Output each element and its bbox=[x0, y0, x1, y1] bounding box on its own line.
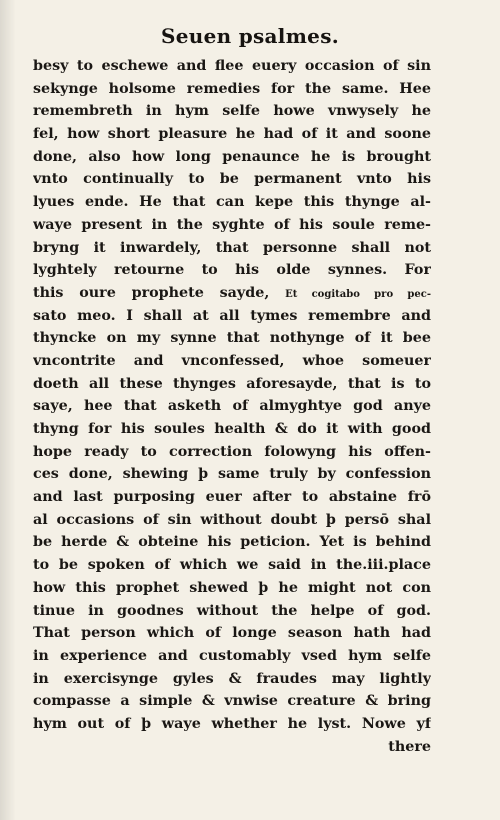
latin-quotation: Et cogitabo pro pec- bbox=[285, 288, 431, 300]
text-line: remembreth in hym selfe howe vnwysely he bbox=[33, 103, 431, 120]
text-line: compasse a simple & vnwise creature & bring bbox=[33, 693, 431, 710]
text-line: al occasions of sin without doubt þ persō shal bbox=[33, 511, 431, 528]
spine-shadow bbox=[0, 0, 16, 820]
text-line: lyghtely retourne to his olde synnes. For bbox=[33, 262, 431, 279]
text-line: sato meo. I shall at all tymes remembre and bbox=[33, 307, 431, 324]
text-line: in experience and customably vsed hym selfe bbox=[33, 647, 431, 664]
text-line: sekynge holsome remedies for the same. Hee bbox=[33, 80, 431, 97]
text-line-segment: this oure prophete sayde, bbox=[33, 284, 270, 301]
text-line: thyng for his soules health & do it with good bbox=[33, 421, 431, 437]
text-line: saye, hee that asketh of almyghtye god anye bbox=[33, 398, 431, 415]
running-head: Seuen psalmes. bbox=[160, 24, 340, 48]
text-line: lyues ende. He that can kepe this thynge al- bbox=[33, 194, 431, 211]
text-line: fel, how short pleasure he had of it and soone bbox=[33, 126, 431, 143]
text-line: doeth all these thynges aforesayde, that is to bbox=[33, 375, 431, 392]
text-line: vncontrite and vnconfessed, whoe someuer bbox=[33, 352, 431, 369]
text-line: be herde & obteine his peticion. Yet is behind bbox=[33, 534, 431, 551]
text-line: to be spoken of which we said in the.iii.place bbox=[33, 557, 431, 574]
text-line: vnto continually to be permanent vnto his bbox=[33, 171, 431, 188]
text-line: thyncke on my synne that nothynge of it bee bbox=[33, 330, 431, 347]
text-line: That person which of longe season hath had bbox=[33, 625, 431, 642]
text-line: in exercisynge gyles & fraudes may lightly bbox=[33, 670, 431, 687]
text-line: hope ready to correction folowyng his offen- bbox=[33, 443, 431, 460]
text-line: how this prophet shewed þ he might not con bbox=[33, 579, 431, 596]
text-line: hym out of þ waye whether he lyst. Nowe yf bbox=[33, 715, 431, 732]
text-line: bryng it inwardely, that personne shall not bbox=[33, 239, 431, 256]
text-line: tinue in goodnes without the helpe of god. bbox=[33, 602, 431, 619]
body-text bbox=[33, 55, 431, 758]
catchword: there bbox=[388, 738, 431, 755]
text-line: done, also how long penaunce he is brought bbox=[33, 148, 431, 165]
text-line: besy to eschewe and flee euery occasion of sin bbox=[33, 58, 431, 74]
text-line: and last purposing euer after to abstaine frō bbox=[33, 489, 431, 506]
text-line-with-latin bbox=[33, 282, 431, 305]
text-line: waye present in the syghte of his soule reme- bbox=[33, 216, 431, 233]
text-line: ces done, shewing þ same truly by confession bbox=[33, 466, 431, 483]
